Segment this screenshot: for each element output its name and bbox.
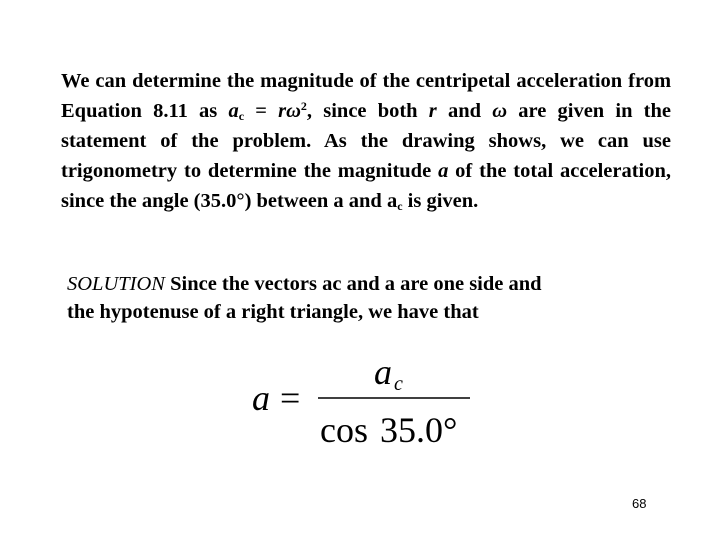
symbol-r-second: r	[428, 100, 437, 122]
symbol-a: a	[228, 100, 239, 122]
equation-numerator: a	[374, 352, 392, 392]
solution-text-line-1: Since the vectors ac and a are one side and	[164, 273, 542, 295]
equation-denominator-func: cos	[320, 410, 368, 450]
page-number: 68	[632, 496, 647, 511]
symbol-omega-second: ω	[492, 100, 508, 122]
solution-paragraph	[67, 270, 667, 326]
paragraph-line-4: shows, we can use trigonometry to determine the magnitude	[61, 130, 672, 182]
equation-denominator-value: 35.0°	[380, 410, 458, 450]
paragraph-line-2-start: acceleration from Equation 8.11 as	[61, 70, 672, 122]
paragraph-line-2-mid: , since both	[306, 100, 429, 122]
equation-equals: =	[280, 378, 301, 418]
symbol-r: r	[278, 100, 287, 122]
equals-text: =	[244, 100, 279, 122]
paragraph-line-6-start: and a	[348, 190, 398, 212]
paragraph-line-5: of the total acceleration, since the angle (35.0°) between a	[61, 160, 672, 212]
symbol-omega: ω	[286, 100, 301, 122]
symbol-a-second: a	[438, 160, 449, 182]
explanation-paragraph	[61, 66, 671, 216]
equation-formula	[248, 352, 478, 452]
equation-lhs: a	[252, 378, 270, 418]
superscript-2: 2	[300, 99, 307, 113]
solution-label: SOLUTION	[67, 273, 165, 295]
solution-text-line-2: the hypotenuse of a right triangle, we have that	[67, 301, 479, 323]
paragraph-line-1: We can determine the magnitude of the centripetal	[61, 70, 511, 92]
paragraph-line-2-end: and	[436, 100, 482, 122]
paragraph-line-6-end: is given.	[402, 190, 479, 212]
subscript-c-second: c	[397, 199, 403, 213]
paragraph-line-3: are given in the statement of the problem. As the drawing	[61, 100, 672, 152]
subscript-c: c	[238, 109, 245, 123]
equation-numerator-subscript: c	[394, 373, 403, 395]
